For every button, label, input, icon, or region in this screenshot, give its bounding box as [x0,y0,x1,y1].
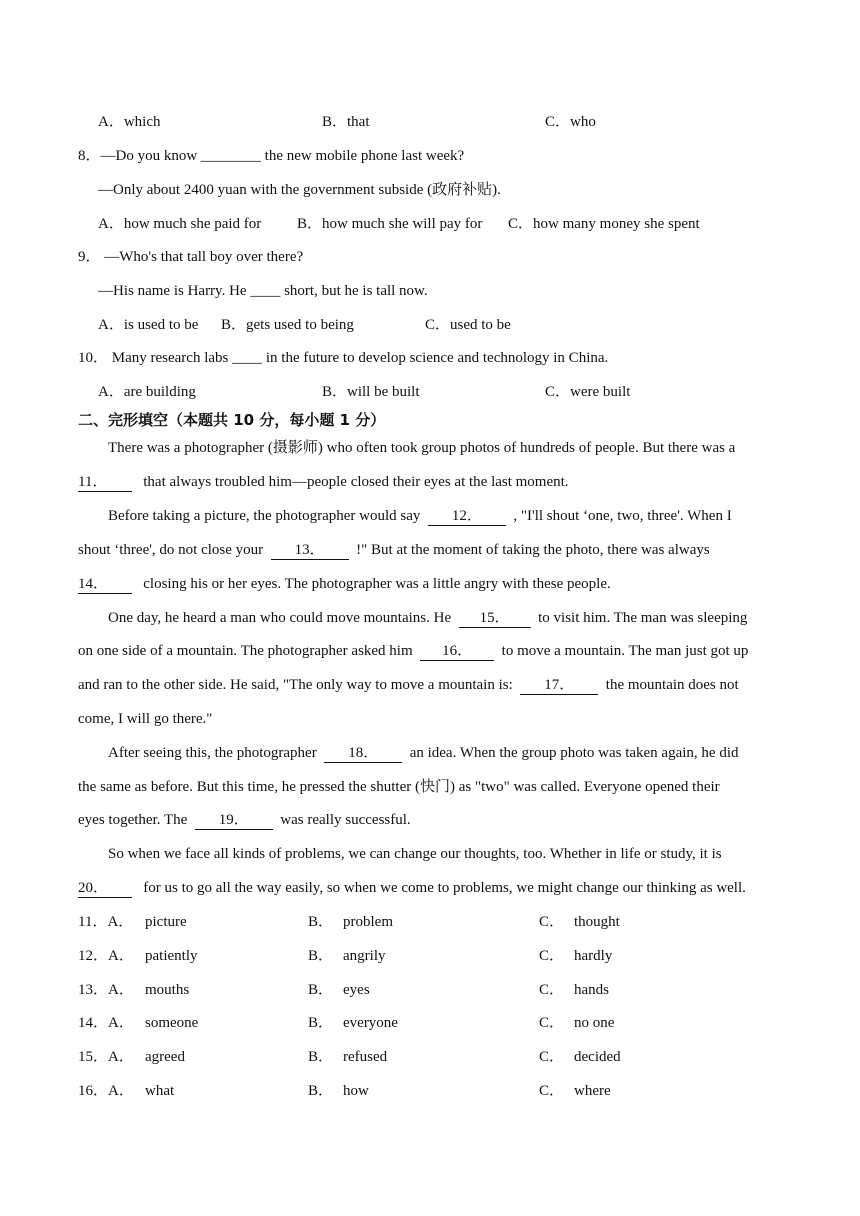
passage-line [108,608,747,628]
q8-option-c: C．how many money she spent [508,216,700,232]
option-b-text: angrily [343,948,386,964]
blank-11: 11． [78,473,132,492]
passage-text: to visit him. The man was sleeping [538,610,748,626]
option-b-text: how [343,1083,369,1099]
blank-17: 17． [520,676,598,695]
blank-20: 20． [78,879,132,898]
passage-text: to move a mountain. The man just got up [501,643,749,659]
option-number: 14．A． [78,1015,134,1031]
passage-text: on one side of a mountain. The photographer asked him [78,643,413,659]
option-b-text: eyes [343,982,370,998]
passage-line [78,641,748,661]
q9-option-b: B．gets used to being [221,317,354,333]
blank-16: 16． [420,642,494,661]
passage-text: for us to go all the way easily, so when we come to problems, we might change our thinking as well. [143,880,746,896]
passage-text: eyes together. The [78,812,188,828]
passage-line [108,743,739,763]
section-heading: 二、完形填空（本题共 10 分，每小题 1 分） [78,411,386,429]
option-a-text: what [145,1083,175,1099]
q8-option-a: A．how much she paid for [98,216,262,232]
option-c-text: no one [574,1015,615,1031]
passage-line [78,574,611,594]
q9-option-a: A．is used to be [98,317,199,333]
q9-stem: 9． —Who's that tall boy over there? [78,249,304,265]
blank-13: 13． [271,541,349,560]
option-number: 15．A． [78,1049,134,1065]
passage-line [78,675,739,695]
passage-text: that always troubled him—people closed their eyes at the last moment. [143,474,569,490]
passage-text: Before taking a picture, the photographer would say [108,508,421,524]
option-c-text: hardly [574,948,613,964]
option-a-text: mouths [145,982,190,998]
blank-12: 12． [428,507,506,526]
passage-text: , "I'll shout ‘one, two, three'. When I [513,508,732,524]
option-number: 13．A． [78,982,134,998]
option-b-label: B． [308,982,334,998]
passage-text: was really successful. [280,812,411,828]
q7-option-a: A．which [98,114,161,130]
blank-14: 14． [78,575,132,594]
q8-stem: 8．—Do you know ________ the new mobile phone last week? [78,148,465,164]
passage-line [78,878,746,898]
passage-line: come, I will go there." [78,711,213,727]
passage-text: After seeing this, the photographer [108,745,317,761]
blank-18: 18． [324,744,402,763]
passage-line: There was a photographer (摄影师) who often took group photos of hundreds of people. But there was a [108,440,736,456]
passage-line [108,506,732,526]
q7-option-b: B．that [322,114,370,130]
option-number: 16．A． [78,1083,134,1099]
option-c-label: C． [539,948,565,964]
option-c-text: thought [574,914,620,930]
passage-line [78,472,569,492]
option-a-text: someone [145,1015,199,1031]
option-c-label: C． [539,1015,565,1031]
passage-line: the same as before. But this time, he pressed the shutter (快门) as "two" was called. Everyone opened their [78,779,720,795]
blank-19: 19． [195,811,273,830]
q10-stem: 10． Many research labs ____ in the future to develop science and technology in China. [78,350,609,366]
q10-option-b: B．will be built [322,384,420,400]
passage-line [78,540,710,560]
option-b-label: B． [308,1049,334,1065]
option-a-text: agreed [145,1049,185,1065]
option-b-text: refused [343,1049,388,1065]
option-number: 11．A． [78,914,134,930]
option-a-text: picture [145,914,187,930]
q10-option-c: C．were built [545,384,631,400]
option-b-label: B． [308,914,334,930]
passage-text: closing his or her eyes. The photographer was a little angry with these people. [143,576,611,592]
q8-line2: —Only about 2400 yuan with the government subside (政府补贴). [98,182,501,198]
q8-option-b: B．how much she will pay for [297,216,483,232]
passage-line: So when we face all kinds of problems, we can change our thoughts, too. Whether in life or study, it is [108,846,722,862]
option-c-label: C． [539,1049,565,1065]
option-b-label: B． [308,948,334,964]
passage-text: !" But at the moment of taking the photo, there was always [356,542,710,558]
q7-option-c: C．who [545,114,596,130]
passage-text: the mountain does not [605,677,739,693]
option-c-label: C． [539,914,565,930]
q9-line2: —His name is Harry. He ____ short, but he is tall now. [98,283,428,299]
q10-option-a: A．are building [98,384,196,400]
passage-text: an idea. When the group photo was taken again, he did [409,745,739,761]
option-b-text: everyone [343,1015,398,1031]
option-b-label: B． [308,1083,334,1099]
option-b-label: B． [308,1015,334,1031]
passage-line [78,810,411,830]
option-a-text: patiently [145,948,198,964]
option-c-label: C． [539,1083,565,1099]
option-c-text: where [574,1083,611,1099]
option-c-text: hands [574,982,609,998]
q9-option-c: C．used to be [425,317,511,333]
option-b-text: problem [343,914,393,930]
passage-text: shout ‘three', do not close your [78,542,264,558]
option-c-label: C． [539,982,565,998]
option-number: 12．A． [78,948,134,964]
blank-15: 15． [459,609,531,628]
passage-text: One day, he heard a man who could move mountains. He [108,610,452,626]
option-c-text: decided [574,1049,621,1065]
passage-text: and ran to the other side. He said, "The only way to move a mountain is: [78,677,513,693]
